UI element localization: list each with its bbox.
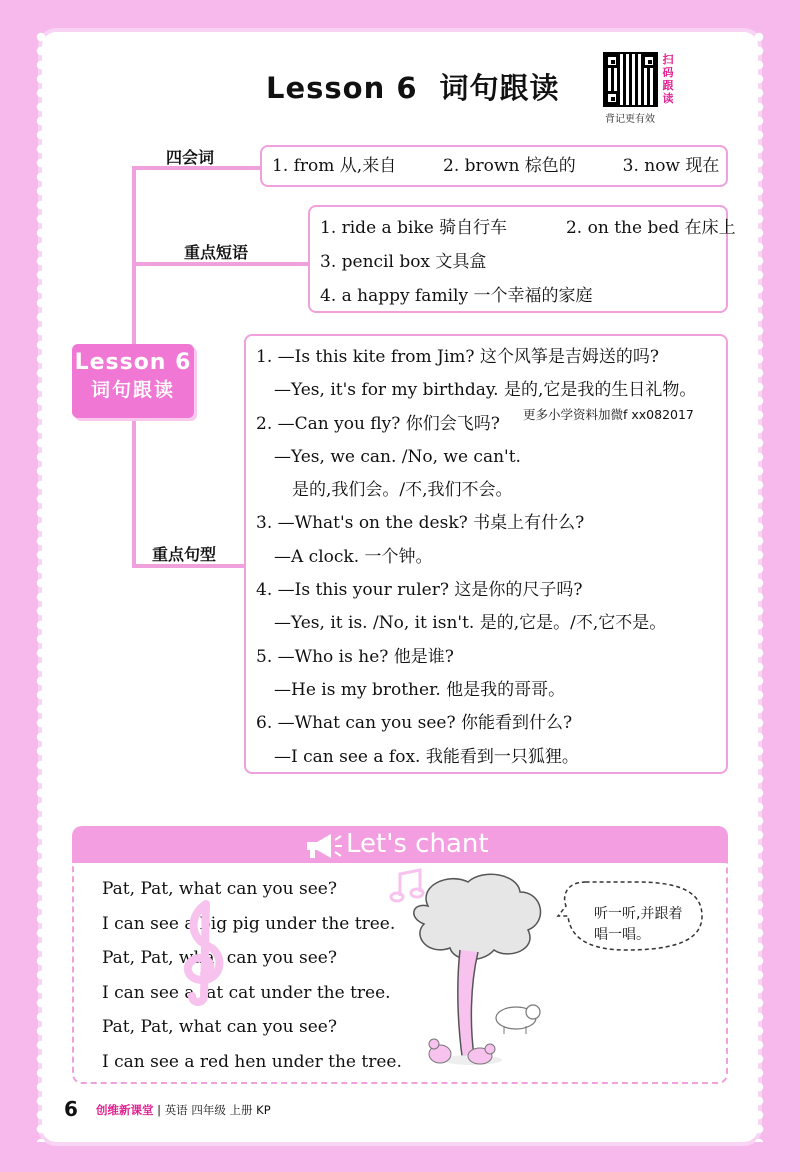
phrase-item: 4. a happy family 一个幸福的家庭 <box>320 286 593 306</box>
sentences-label: 重点句型 <box>152 545 217 564</box>
word-item: 1. from 从,来自 <box>272 156 397 176</box>
qr-code-icon[interactable] <box>603 52 658 107</box>
sentence-line: —I can see a fox. 我能看到一只狐狸。 <box>274 746 579 767</box>
tree-illustration <box>398 866 558 1076</box>
sentence-line: —Yes, it's for my birthday. 是的,它是我的生日礼物。 <box>274 380 697 401</box>
words-box <box>260 145 728 187</box>
word-item: 3. now 现在 <box>622 156 720 176</box>
treble-clef-icon <box>168 896 238 1006</box>
lesson-badge <box>72 344 194 418</box>
badge-line-2: 词句跟读 <box>90 379 175 401</box>
footer-brand: 创维新课堂 | 英语 四年级 上册 KP <box>96 1103 271 1117</box>
sentence-line: —A clock. 一个钟。 <box>274 546 433 567</box>
word-item: 2. brown 棕色的 <box>443 156 576 176</box>
words-label: 四会词 <box>166 148 215 167</box>
sentence-line: —He is my brother. 他是我的哥哥。 <box>274 679 566 700</box>
badge-line-1: Lesson 6 <box>74 350 192 375</box>
megaphone-icon <box>303 832 343 860</box>
brand-name: 创维新课堂 <box>96 1103 154 1117</box>
left-wave-border <box>36 30 46 1142</box>
right-wave-border <box>754 30 764 1142</box>
page-number: 6 <box>64 1097 78 1121</box>
sentence-line: 3. —What's on the desk? 书桌上有什么? <box>256 513 585 534</box>
chant-title: Let's chant <box>346 829 489 859</box>
title-cn: 词句跟读 <box>439 71 560 105</box>
chant-line: I can see a fat cat under the tree. <box>102 982 391 1003</box>
phrase-item: 1. ride a bike 骑自行车 <box>320 218 508 238</box>
chant-line: Pat, Pat, what can you see? <box>102 948 337 968</box>
sentence-line: 5. —Who is he? 他是谁? <box>256 646 454 667</box>
phrases-label: 重点短语 <box>184 243 249 262</box>
chant-line: I can see a big pig under the tree. <box>102 913 396 934</box>
phrase-item: 2. on the bed 在床上 <box>565 218 736 238</box>
phrase-item: 3. pencil box 文具盒 <box>320 252 487 272</box>
qr-side-label: 扫 码 跟 读 <box>662 53 674 105</box>
sentence-line: 是的,我们会。/不,我们不会。 <box>292 480 513 501</box>
sentence-line: 2. —Can you fly? 你们会飞吗? <box>256 413 500 434</box>
qr-caption: 背记更有效 <box>605 114 655 125</box>
sentences-box <box>244 334 728 774</box>
watermark-note: 更多小学资料加微f xx082017 <box>523 407 694 422</box>
phrases-box <box>308 205 736 313</box>
bubble-text: 听一听,并跟着唱一唱。 <box>594 906 683 943</box>
chant-line: Pat, Pat, what can you see? <box>102 1017 337 1037</box>
page-title <box>266 66 560 107</box>
sentence-line: —Yes, we can. /No, we can't. <box>274 446 521 467</box>
title-en: Lesson 6 <box>266 71 418 105</box>
chant-line: I can see a red hen under the tree. <box>102 1051 402 1072</box>
chant-line: Pat, Pat, what can you see? <box>102 879 337 899</box>
sentence-line: 6. —What can you see? 你能看到什么? <box>256 713 573 734</box>
sentence-line: 1. —Is this kite from Jim? 这个风筝是吉姆送的吗? <box>256 347 660 367</box>
sentence-line: 4. —Is this your ruler? 这是你的尺子吗? <box>256 580 583 601</box>
sentence-line: —Yes, it is. /No, it isn't. 是的,它是。/不,它不是。 <box>274 613 667 634</box>
book-info: 英语 四年级 上册 KP <box>164 1103 271 1117</box>
chant-lines <box>102 872 402 1079</box>
